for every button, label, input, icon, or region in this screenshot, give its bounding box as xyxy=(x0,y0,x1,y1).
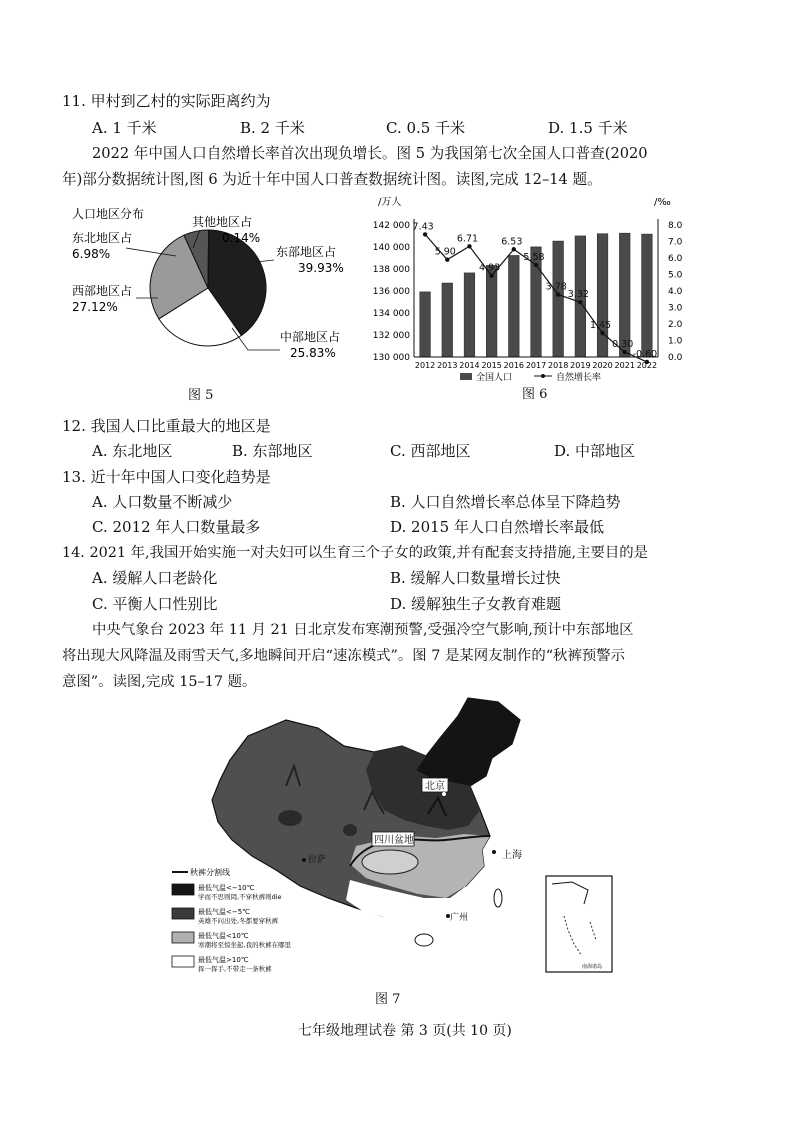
fig6-growth-value-label: 6.71 xyxy=(456,233,479,245)
fig5-caption: 图 5 xyxy=(188,388,214,403)
fig7-legend-temp: 最低气温<−10℃ xyxy=(198,884,255,892)
map-shanghai-dot xyxy=(492,850,496,854)
fig6-bar xyxy=(464,273,475,357)
fig6-left-tick-label: 138 000 xyxy=(372,265,410,275)
fig6-x-tick-label: 2020 xyxy=(592,361,613,370)
q11-stem: 11. 甲村到乙村的实际距离约为 xyxy=(62,92,271,110)
q13-stem: 13. 近十年中国人口变化趋势是 xyxy=(62,468,271,486)
fig6-growth-point xyxy=(556,292,560,296)
fig6-x-tick-label: 2016 xyxy=(503,361,524,370)
map-label-lhasa: 拉萨 xyxy=(308,855,327,865)
fig6-left-tick-label: 130 000 xyxy=(372,353,410,363)
fig7-legend-note: 英雄不问出处,冬都要穿秋裤 xyxy=(198,917,279,925)
q12-option-a: A. 东北地区 xyxy=(92,442,173,460)
fig6-growth-value-label: -0.60 xyxy=(632,348,658,360)
fig6-x-tick-label: 2012 xyxy=(414,361,436,370)
fig6-growth-value-label: 4.93 xyxy=(479,262,501,274)
fig6-left-tick-label: 132 000 xyxy=(372,331,410,341)
fig7-legend-temp: 最低气温>10℃ xyxy=(198,956,249,964)
fig6-bar xyxy=(553,241,564,357)
q11-option-c: C. 0.5 千米 xyxy=(386,119,466,137)
fig7-legend-note: 挥一挥手,不带走一条秋裤 xyxy=(198,965,272,973)
fig6-right-tick-label: 2.0 xyxy=(668,320,683,330)
q13-option-a: A. 人口数量不断减少 xyxy=(92,493,233,511)
q14-option-d: D. 缓解独生子女教育难题 xyxy=(390,595,562,613)
fig6-right-unit: /‰ xyxy=(654,197,671,208)
fig6-x-tick-label: 2018 xyxy=(548,361,569,370)
q12-option-b: B. 东部地区 xyxy=(232,442,313,460)
map-taiwan-island xyxy=(494,889,502,907)
map-south-sea-inset xyxy=(546,876,612,972)
fig6-x-tick-label: 2017 xyxy=(525,361,547,370)
intro1-line1: 2022 年中国人口自然增长率首次出现负增长。图 5 为我国第七次全国人口普查(2020 xyxy=(92,145,648,162)
fig5-pie-chart xyxy=(60,198,380,388)
fig6-right-tick-label: 1.0 xyxy=(668,336,683,347)
fig7-legend-note: 寒潮将至惊坐起,我的秋裤在哪里 xyxy=(198,941,292,949)
fig6-left-tick-label: 140 000 xyxy=(372,243,410,253)
fig6-growth-value-label: 3.32 xyxy=(567,289,589,301)
fig6-legend-bar-swatch xyxy=(460,373,472,380)
map-plateau-mark-2 xyxy=(343,824,357,836)
fig5-label-other-2: 0.14% xyxy=(222,231,261,245)
fig7-map xyxy=(168,690,628,990)
fig6-growth-value-label: 5.90 xyxy=(434,246,456,258)
fig7-legend-temp: 最低气温<10℃ xyxy=(198,932,249,940)
q14-option-a: A. 缓解人口老龄化 xyxy=(92,569,218,587)
intro2-line2: 将出现大风降温及雨雪天气,多地瞬间开启“速冻模式”。图 7 是某网友制作的“秋裤预警示 xyxy=(62,648,626,664)
fig6-growth-point xyxy=(578,300,582,304)
fig6-growth-point xyxy=(445,257,449,261)
fig6-bar xyxy=(420,292,431,357)
fig6-caption: 图 6 xyxy=(522,387,548,402)
fig5-label-west-2: 27.12% xyxy=(72,300,118,314)
fig7-legend-swatch xyxy=(172,884,194,895)
fig6-bar xyxy=(442,283,453,357)
fig6-growth-point xyxy=(600,331,604,335)
fig6-left-tick-label: 136 000 xyxy=(372,287,410,297)
fig7-legend-line-label: 秋裤分割线 xyxy=(190,868,230,877)
fig5-label-central-1: 中部地区占 xyxy=(280,330,341,344)
fig6-growth-point xyxy=(512,247,516,251)
map-label-guangzhou: 广州 xyxy=(450,913,469,923)
fig7-legend-temp: 最低气温<−5℃ xyxy=(198,908,251,916)
fig6-growth-point xyxy=(623,350,627,354)
fig5-label-west-1: 西部地区占 xyxy=(72,284,133,298)
fig6-legend-bar-label: 全国人口 xyxy=(476,373,513,383)
fig7-legend-note: 学而不思则罔,不穿秋裤则die xyxy=(198,893,282,901)
fig6-bar xyxy=(597,234,608,357)
fig6-left-unit: /万人 xyxy=(378,197,402,208)
fig6-x-tick-label: 2019 xyxy=(570,361,591,370)
page-footer: 七年级地理试卷 第 3 页(共 10 页) xyxy=(298,1023,512,1039)
map-lhasa-dot xyxy=(302,858,306,862)
fig6-growth-value-label: 7.43 xyxy=(412,221,434,233)
fig5-title: 人口地区分布 xyxy=(72,207,145,221)
fig6-right-tick-label: 7.0 xyxy=(668,237,683,248)
fig5-label-east-2: 39.93% xyxy=(298,261,344,275)
intro1-line2: 年)部分数据统计图,图 6 为近十年中国人口普查数据统计图。读图,完成 12–14 题。 xyxy=(62,171,602,188)
fig6-growth-point xyxy=(467,244,471,248)
map-label-shanghai: 上海 xyxy=(502,850,522,861)
q11-option-b: B. 2 千米 xyxy=(240,119,305,137)
fig5-label-northeast-1: 东北地区占 xyxy=(72,231,133,245)
q12-option-c: C. 西部地区 xyxy=(390,442,471,460)
q14-option-b: B. 缓解人口数量增长过快 xyxy=(390,569,561,587)
fig7-legend-swatch xyxy=(172,932,194,943)
fig6-x-tick-label: 2021 xyxy=(614,361,635,370)
map-northeast-region xyxy=(416,698,520,786)
q11-option-d: D. 1.5 千米 xyxy=(548,119,628,137)
map-label-beijing: 北京 xyxy=(425,781,445,792)
q11-option-a: A. 1 千米 xyxy=(92,119,157,137)
map-plateau-mark-1 xyxy=(278,810,302,826)
fig6-right-tick-label: 8.0 xyxy=(668,221,683,231)
intro2-line1: 中央气象台 2023 年 11 月 21 日北京发布寒潮预警,受强冷空气影响,预计中东部地区 xyxy=(92,622,634,638)
map-beijing-dot xyxy=(442,792,446,796)
q14-stem: 14. 2021 年,我国开始实施一对夫妇可以生育三个子女的政策,并有配套支持措施,主要目的是 xyxy=(62,545,649,561)
fig6-growth-point xyxy=(423,232,427,236)
map-sichuan-basin xyxy=(362,850,418,874)
fig6-right-tick-label: 3.0 xyxy=(668,303,683,314)
fig6-legend-line-label: 自然增长率 xyxy=(556,373,602,383)
fig6-bar xyxy=(486,265,497,357)
fig6-x-tick-label: 2015 xyxy=(481,361,502,370)
q13-option-c: C. 2012 年人口数量最多 xyxy=(92,518,261,536)
fig6-growth-value-label: 1.45 xyxy=(589,320,612,332)
fig7-legend-swatch xyxy=(172,956,194,967)
q13-option-d: D. 2015 年人口自然增长率最低 xyxy=(390,518,604,536)
intro2-line3: 意图”。读图,完成 15–17 题。 xyxy=(62,674,257,690)
fig6-x-tick-label: 2022 xyxy=(636,361,658,370)
fig7-caption: 图 7 xyxy=(375,992,401,1007)
fig6-growth-point xyxy=(534,263,538,267)
fig5-label-east-1: 东部地区占 xyxy=(276,245,337,259)
fig6-growth-point xyxy=(489,273,493,277)
fig6-growth-value-label: 5.58 xyxy=(523,251,545,263)
fig5-label-central-2: 25.83% xyxy=(290,346,336,360)
fig6-left-tick-label: 134 000 xyxy=(372,309,410,319)
fig6-legend-line-marker xyxy=(541,374,545,378)
fig6-right-tick-label: 5.0 xyxy=(668,270,683,281)
map-label-sichuan: 四川盆地 xyxy=(374,835,414,846)
fig6-x-tick-label: 2013 xyxy=(437,361,458,370)
fig5-label-northeast-2: 6.98% xyxy=(72,247,111,261)
q14-option-c: C. 平衡人口性别比 xyxy=(92,595,218,613)
fig6-left-tick-label: 142 000 xyxy=(372,221,410,231)
fig6-bar xyxy=(508,255,519,357)
fig6-bar-line-chart xyxy=(362,195,692,387)
fig6-growth-value-label: 3.78 xyxy=(545,281,567,293)
fig7-legend-swatch xyxy=(172,908,194,919)
fig6-right-tick-label: 4.0 xyxy=(668,287,683,297)
fig6-bar xyxy=(642,234,653,357)
fig6-x-tick-label: 2014 xyxy=(459,361,480,370)
fig6-right-tick-label: 6.0 xyxy=(668,254,683,264)
map-hainan-island xyxy=(415,934,433,946)
q12-option-d: D. 中部地区 xyxy=(554,442,636,460)
q12-stem: 12. 我国人口比重最大的地区是 xyxy=(62,417,271,435)
fig6-growth-value-label: 6.53 xyxy=(501,236,523,248)
map-inset-label: 南海诸岛 xyxy=(582,964,603,970)
fig6-growth-value-label: 0.30 xyxy=(612,339,634,351)
q13-option-b: B. 人口自然增长率总体呈下降趋势 xyxy=(390,493,621,511)
map-guangzhou-dot xyxy=(446,914,450,918)
fig6-right-tick-label: 0.0 xyxy=(668,353,683,363)
fig5-label-other-1: 其他地区占 xyxy=(192,215,253,229)
